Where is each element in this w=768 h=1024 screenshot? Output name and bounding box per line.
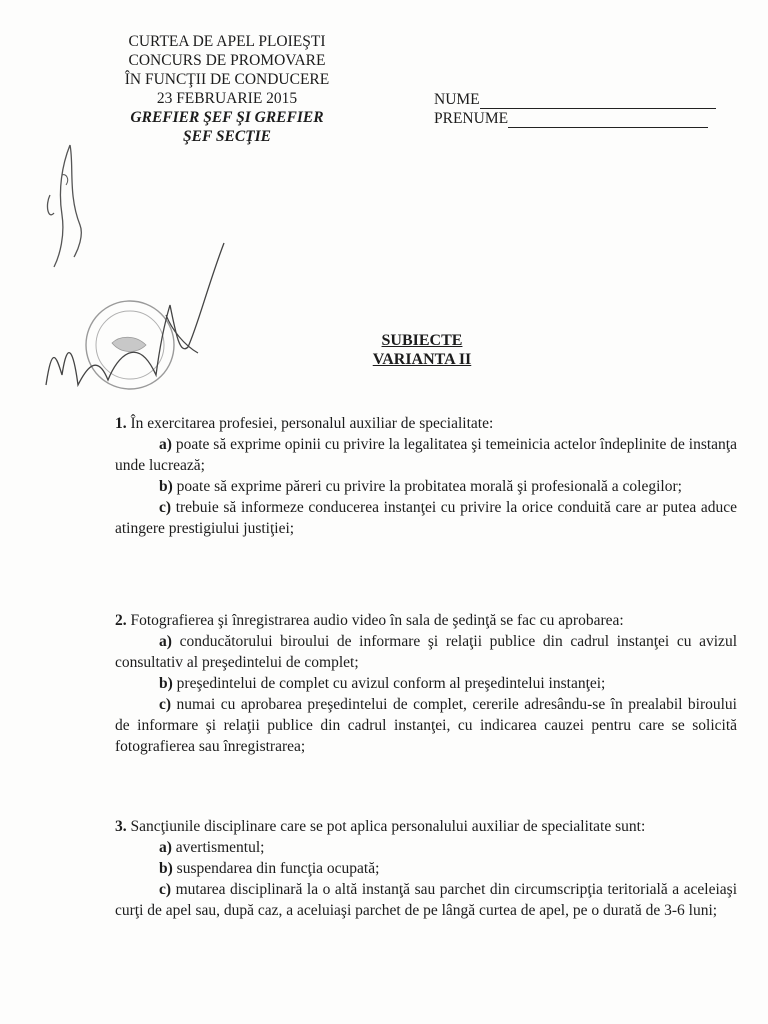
option-letter: a) [159,436,172,453]
subjects-title [0,331,768,369]
option-text: preşedintelui de complet cu avizul conform al preşedintelui instanţei; [176,675,606,692]
question-number: 3. [115,818,127,835]
question-number: 1. [115,415,127,432]
header-line-functions: ÎN FUNCŢII DE CONDUCERE [124,71,330,88]
option-letter: c) [159,881,172,898]
option-b [115,858,737,879]
surname-field-row [434,109,716,128]
question-stem [115,413,737,434]
question-stem [115,816,737,837]
variant-heading: VARIANTA II [372,351,472,368]
surname-blank-line [508,113,708,128]
option-letter: b) [159,860,173,877]
question-3 [115,816,737,921]
name-label: NUME [434,91,480,108]
option-c [115,879,737,921]
handwritten-signature-top [40,135,100,275]
name-field-row [434,90,716,109]
option-text: conducătorului biroului de informare şi relaţii publice din cadrul instanţei cu avizul consultativ al preşedintelui de complet; [115,633,737,671]
option-a [115,837,737,858]
official-stamp-seal [38,235,228,405]
option-letter: b) [159,478,173,495]
option-letter: a) [159,839,172,856]
question-number: 2. [115,612,127,629]
header-line-position-1: GREFIER ŞEF ŞI GREFIER [130,109,324,126]
header-line-court: CURTEA DE APEL PLOIEŞTI [128,33,326,50]
question-text: Fotografierea şi înregistrarea audio video în sala de şedinţă se fac cu aprobarea: [130,612,624,629]
option-text: poate să exprime opinii cu privire la legalitatea şi temeinicia actelor îndeplinite de instanţa unde lucrează; [115,436,737,474]
header-line-position-2: ŞEF SECŢIE [182,128,272,145]
option-letter: c) [159,696,172,713]
option-text: numai cu aprobarea preşedintelui de complet, cererile adresându-se în prealabil biroului de informare şi relaţii publice din cadrul instanţei, cu indicarea cauzei pentru care se solicită fotografierea sau înregistrarea; [115,696,737,755]
question-stem [115,610,737,631]
option-text: avertismentul; [175,839,265,856]
option-letter: b) [159,675,173,692]
header-line-date: 23 FEBRUARIE 2015 [156,90,298,107]
option-text: trebuie să informeze conducerea instanţei cu privire la orice conduită care ar putea aduce atingere prestigiului justiţiei; [115,499,738,537]
option-letter: c) [159,499,172,516]
option-letter: a) [159,633,172,650]
header-line-contest: CONCURS DE PROMOVARE [128,52,326,69]
question-text: În exercitarea profesiei, personalul auxiliar de specialitate: [130,415,494,432]
question-1 [115,413,737,539]
option-text: suspendarea din funcţia ocupată; [176,860,380,877]
question-2 [115,610,737,757]
option-text: mutarea disciplinară la o altă instanţă sau parchet din circumscripţia teritorială a aceleiaşi curţi de apel sau, după caz, a aceluiaşi parchet de pe lângă curtea de apel, pe o durată de 3-6 luni; [115,881,737,919]
option-a [115,434,737,476]
name-blank-line [480,94,716,109]
option-c [115,497,737,539]
candidate-fields [434,90,716,128]
option-c [115,694,737,757]
institution-header [92,32,362,146]
question-text: Sancţiunile disciplinare care se pot aplica personalului auxiliar de specialitate sunt: [130,818,646,835]
option-b [115,476,737,497]
option-text: poate să exprime păreri cu privire la probitatea morală şi profesională a colegilor; [176,478,682,495]
option-b [115,673,737,694]
option-a [115,631,737,673]
subjects-heading: SUBIECTE [381,332,463,349]
surname-label: PRENUME [434,110,509,127]
